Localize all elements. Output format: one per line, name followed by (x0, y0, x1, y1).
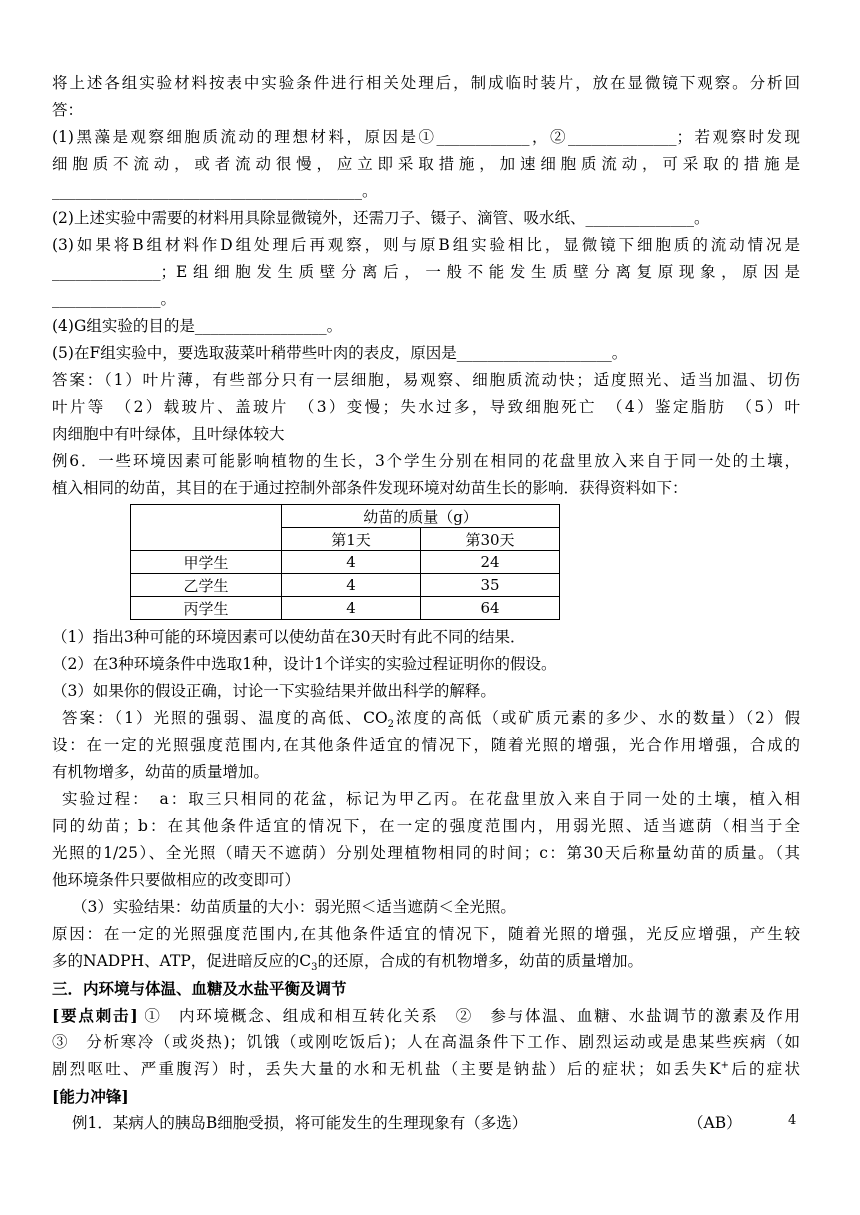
row-label: 丙学生 (131, 597, 282, 620)
text-line: 将上述各组实验材料按表中实验条件进行相关处理后，制成临时装片，放在显微镜下观察。分析回 (52, 74, 800, 92)
example-6: 例6．一些环境因素可能影响植物的生长，3个学生分别在相同的花盘里放入来自于同一处的土壤， (52, 452, 800, 470)
text-line: 设：在一定的光照强度范围内,在其他条件适宜的情况下，随着光照的增强，光合作用增强，合成的 (52, 736, 800, 754)
keypoints-text: ① 内环境概念、组成和相互转化关系 ② 参与体温、血糖、水盐调节的激素及作用 (144, 1007, 800, 1025)
example-answer: （AB） (688, 1114, 742, 1132)
subscript: 2 (387, 719, 395, 731)
seedling-mass-table (130, 504, 560, 620)
sub-question-1: （1）指出3种可能的环境因素可以使幼苗在30天时有此不同的结果． (52, 628, 526, 646)
answer-text: 浓度的高低（或矿质元素的多少、水的数量）（2）假 (394, 709, 800, 727)
text-line: 光照的1/25）、全光照（晴天不遮荫）分别处理植物相同的时间；c：第30天后称量幼苗的质量。（其 (52, 844, 800, 862)
question-1: (1)黑藻是观察细胞质流动的理想材料，原因是①____________，②______________；若观察时发现 (52, 128, 800, 146)
text-line: 细胞质不流动，或者流动很慢，应立即采取措施，加速细胞质流动，可采取的措施是 (52, 155, 800, 173)
subscript: 3 (311, 962, 318, 974)
table-corner (131, 505, 282, 551)
reason-line: 原因：在一定的光照强度范围内,在其他条件适宜的情况下，随着光照的增强，光反应增强，产生较 (52, 925, 800, 943)
section-title: 三．内环境与体温、血糖及水盐平衡及调节 (52, 979, 347, 998)
cell-day30: 64 (421, 597, 560, 620)
text-line: 有机物增多，幼苗的质量增加。 (52, 763, 270, 781)
question-5: (5)在F组实验中，要选取菠菜叶稍带些叶肉的表皮，原因是____________________。 (52, 344, 628, 362)
text-line: 同的幼苗；b：在其他条件适宜的情况下，在一定的强度范围内，用弱光照、适当遮荫（相当于全 (52, 817, 800, 835)
cell-day1: 4 (282, 551, 421, 574)
text-line: ______________。 (52, 290, 177, 308)
table-header: 幼苗的质量（g） (282, 505, 560, 528)
text-line: ______________；E组细胞发生质壁分离后，一般不能发生质壁分离复原现象，原因是 (52, 263, 800, 281)
question-3: (3)如果将B组材料作D组处理后再观察，则与原B组实验相比，显微镜下细胞质的流动情况是 (52, 236, 800, 254)
col-header-day30: 第30天 (421, 528, 560, 551)
reason-line (52, 948, 800, 975)
table-row (131, 574, 560, 597)
reason-text: 多的NADPH、ATP，促进暗反应的C (52, 952, 312, 970)
question-4: (4)G组实验的目的是_________________。 (52, 317, 343, 335)
page-number: 4 (788, 1113, 797, 1128)
cell-day30: 24 (421, 551, 560, 574)
col-header-day1: 第1天 (282, 528, 421, 551)
text-line: 答： (52, 101, 84, 119)
example-1 (52, 1110, 800, 1137)
answer-line: 叶片等 （2）载玻片、盖玻片 （3）变慢；失水过多，导致细胞死亡 （4）鉴定脂肪 （5）叶 (52, 398, 800, 416)
superscript: + (720, 1059, 729, 1071)
reason-text: 的还原，合成的有机物增多，幼苗的质量增加。 (317, 952, 643, 970)
text-line: ________________________________________。 (52, 182, 378, 200)
keypoints-line (52, 1056, 800, 1083)
answer-line: 答案：（1）叶片薄，有些部分只有一层细胞，易观察、细胞质流动快；适度照光、适当加温、切伤 (52, 371, 800, 389)
text-line: 他环境条件只要做相应的改变即可） (52, 871, 301, 889)
answer-line (52, 705, 800, 732)
cell-day1: 4 (282, 597, 421, 620)
answer-text: 答案：（1）光照的强弱、温度的高低、CO (62, 709, 388, 727)
keypoints-label: [要点刺击] (52, 1006, 138, 1025)
text-line: 植入相同的幼苗，其目的在于通过控制外部条件发现环境对幼苗生长的影响．获得资料如下： (52, 479, 688, 497)
document-body (52, 70, 800, 1137)
cell-day30: 35 (421, 574, 560, 597)
row-label: 甲学生 (131, 551, 282, 574)
row-label: 乙学生 (131, 574, 282, 597)
table-row (131, 597, 560, 620)
ability-label: [能力冲锋] (52, 1087, 129, 1106)
sub-question-2: （2）在3种环境条件中选取1种，设计1个详实的实验过程证明你的假设。 (52, 655, 557, 673)
question-2: (2)上述实验中需要的材料用具除显微镜外，还需刀子、镊子、滴管、吸水纸、______________。 (52, 209, 710, 227)
table-row (131, 551, 560, 574)
example-text: 例1．某病人的胰岛B细胞受损，将可能发生的生理现象有（多选） (72, 1114, 528, 1132)
result-line: （3）实验结果：幼苗质量的大小：弱光照＜适当遮荫＜全光照。 (72, 898, 516, 916)
procedure-line: 实验过程： a：取三只相同的花盆，标记为甲乙丙。在花盘里放入来自于同一处的土壤，植入相 (62, 790, 800, 808)
keypoints-text: 后的症状 (728, 1060, 800, 1078)
keypoints-line (52, 1002, 800, 1029)
keypoints-text: 剧烈呕吐、严重腹泻）时，丢失大量的水和无机盐（主要是钠盐）后的症状；如丢失K (52, 1060, 721, 1078)
cell-day1: 4 (282, 574, 421, 597)
keypoints-line: ③ 分析寒冷（或炎热)；饥饿（或刚吃饭后)；人在高温条件下工作、剧烈运动或是患某些疾病（如 (52, 1033, 800, 1051)
sub-question-3: （3）如果你的假设正确，讨论一下实验结果并做出科学的解释。 (52, 682, 496, 700)
answer-line: 肉细胞中有叶绿体，且叶绿体较大 (52, 425, 285, 443)
